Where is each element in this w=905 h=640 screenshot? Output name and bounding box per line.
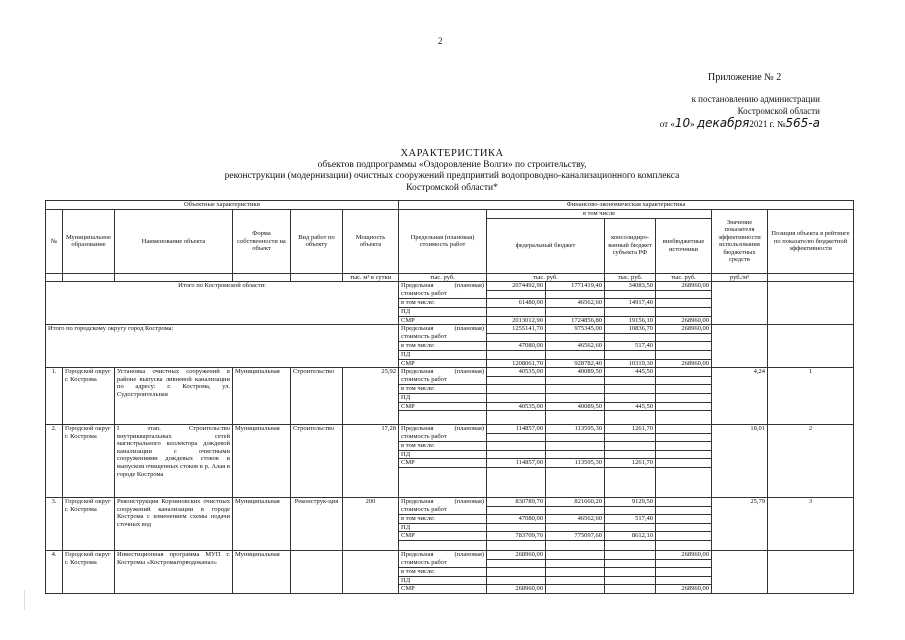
object-municipality: Городской округ г. Кострома — [63, 368, 115, 425]
incl-label: в том числе: — [399, 299, 487, 308]
object-smr-federal: 40089,50 — [546, 402, 605, 411]
object-cost: 830789,70 — [487, 498, 546, 507]
header-planned-cost: Предельная (плановая) стоимость работ — [399, 210, 487, 274]
total-city-pd-regional: 517,40 — [605, 342, 656, 351]
total-region-smr-federal: 1724856,80 — [546, 316, 605, 325]
object-nonbudget — [656, 368, 712, 377]
object-municipality: Городской округ г. Кострома — [63, 551, 115, 594]
total-region-pd-nonbudget — [656, 299, 712, 308]
object-efficiency: 25,79 — [712, 498, 768, 551]
unit-capacity: тыс. м³ в сутки — [343, 273, 399, 282]
object-nonbudget — [656, 498, 712, 507]
smr-label: СМР — [399, 316, 487, 325]
total-city-pd-nonbudget — [656, 342, 712, 351]
object-regional: 1261,70 — [605, 425, 656, 434]
object-smr-regional: 8612,10 — [605, 532, 656, 541]
object-work-type: Строительство — [291, 425, 343, 498]
cost-label: Предельная (плановая) стоимость работ — [399, 498, 487, 515]
scan-artifact — [24, 590, 25, 610]
title-line-3: реконструкции (модернизации) очистных сооружений предприятий водопроводно-канализационного комплекса — [224, 171, 680, 181]
total-city-smr-regional: 10319,30 — [605, 359, 656, 368]
pd-label: ПД — [399, 450, 487, 459]
object-cost: 268960,00 — [487, 551, 546, 560]
object-no: 4. — [46, 551, 63, 594]
header-municipality: Муниципальное образование — [63, 210, 115, 274]
pd-label: ПД — [399, 393, 487, 402]
object-rank: 3 — [768, 498, 854, 551]
object-smr-federal: 775097,60 — [546, 532, 605, 541]
object-work-type: Реконструк-ция — [291, 498, 343, 551]
decree-from: от « — [659, 119, 675, 129]
header-capacity: Мощность объекта — [343, 210, 399, 274]
table-row — [46, 498, 854, 507]
appendix-label: Приложение № 2 — [708, 72, 782, 83]
pd-label: ПД — [399, 523, 487, 532]
object-ownership: Муниципальная — [233, 368, 291, 425]
object-regional: 445,50 — [605, 368, 656, 377]
cost-label: Предельная (плановая) стоимость работ — [399, 368, 487, 385]
object-ownership: Муниципальная — [233, 551, 291, 594]
object-smr-cost: 114857,00 — [487, 459, 546, 468]
object-efficiency: 4,24 — [712, 368, 768, 425]
object-pd-nonbudget — [656, 515, 712, 524]
total-city-smr-federal: 928782,40 — [546, 359, 605, 368]
object-federal: 821660,20 — [546, 498, 605, 507]
incl-label: в том числе: — [399, 568, 487, 577]
decree-line-2: Костромской области — [737, 106, 820, 116]
total-city-smr-nonbudget: 268960,00 — [656, 359, 712, 368]
object-smr-nonbudget — [656, 402, 712, 411]
object-no: 2. — [46, 425, 63, 498]
header-finance-group: Финансово-экономическая характеристика — [399, 201, 854, 210]
object-federal — [546, 551, 605, 560]
total-city-regional: 10836,70 — [605, 325, 656, 334]
object-capacity: 17,28 — [343, 425, 399, 498]
object-ownership: Муниципальная — [233, 498, 291, 551]
header-object-name: Наименование объекта — [115, 210, 233, 274]
object-municipality: Городской округ г. Кострома — [63, 425, 115, 498]
smr-label: СМР — [399, 459, 487, 468]
table-row — [46, 368, 854, 377]
object-capacity: 200 — [343, 498, 399, 551]
pd-label: ПД — [399, 576, 487, 585]
cost-label: Предельная (плановая) стоимость работ — [399, 325, 487, 342]
decree-year: 2021 г. № — [749, 119, 786, 129]
incl-label: в том числе: — [399, 442, 487, 451]
pd-label: ПД — [399, 350, 487, 359]
incl-label: в том числе: — [399, 342, 487, 351]
incl-label: в том числе: — [399, 515, 487, 524]
decree-date-line — [640, 117, 820, 130]
total-city-nonbudget: 268960,00 — [656, 325, 712, 334]
object-smr-regional: 445,50 — [605, 402, 656, 411]
decree-line-1: к постановлению администрации — [691, 94, 820, 104]
header-object-group: Объектные характеристики — [46, 201, 399, 210]
header-incl: в том числе — [487, 210, 712, 219]
total-region-nonbudget: 268960,00 — [656, 282, 712, 291]
total-city-label: Итого по городскому округу город Кострома: — [46, 325, 399, 368]
object-smr-nonbudget — [656, 532, 712, 541]
object-smr-cost: 268960,00 — [487, 585, 546, 594]
object-no: 3. — [46, 498, 63, 551]
object-smr-cost: 783709,70 — [487, 532, 546, 541]
total-city-smr-cost: 1208061,70 — [487, 359, 546, 368]
object-cost: 114857,00 — [487, 425, 546, 434]
total-region-smr-nonbudget: 268960,00 — [656, 316, 712, 325]
object-work-type: Строительство — [291, 368, 343, 425]
object-efficiency — [712, 551, 768, 594]
object-name: Инвестиционная программа МУП г. Костромы «Костромагорводоканал» — [115, 551, 233, 594]
pd-label: ПД — [399, 307, 487, 316]
unit-rub: тыс. руб. — [656, 273, 712, 282]
smr-label: СМР — [399, 402, 487, 411]
object-nonbudget: 268960,00 — [656, 551, 712, 560]
object-federal: 113595,30 — [546, 425, 605, 434]
unit-rub: тыс. руб. — [399, 273, 487, 282]
object-rank: 1 — [768, 368, 854, 425]
object-name: Установка очистных сооружений в районе выпуска ливневой канализации по адресу: г. Кострома, ул. Судостроительная — [115, 368, 233, 425]
object-rank: 2 — [768, 425, 854, 498]
decree-mid: » — [690, 119, 697, 129]
header-work-type: Вид работ по объекту — [291, 210, 343, 274]
object-municipality: Городской округ г. Кострома — [63, 498, 115, 551]
decree-day: 10 — [674, 116, 691, 130]
object-name: Реконструкция Корзиновских очистных сооружений канализации в городе Кострома с изменением схемы подачи сточных вод — [115, 498, 233, 551]
total-region-smr-cost: 2013012,90 — [487, 316, 546, 325]
object-smr-federal — [546, 585, 605, 594]
header-rank: Позиция объекта в рейтинге по показателю бюджетной эффективности — [768, 210, 854, 274]
total-region-pd-federal: 46562,60 — [546, 299, 605, 308]
page-number: 2 — [438, 36, 443, 46]
header-federal: федеральный бюджет — [487, 218, 605, 273]
smr-label: СМР — [399, 585, 487, 594]
object-smr-cost: 40535,00 — [487, 402, 546, 411]
object-smr-nonbudget — [656, 459, 712, 468]
object-smr-federal: 113595,30 — [546, 459, 605, 468]
object-capacity: 25,92 — [343, 368, 399, 425]
total-region-smr-regional: 19156,10 — [605, 316, 656, 325]
object-smr-nonbudget: 268960,00 — [656, 585, 712, 594]
object-ownership: Муниципальная — [233, 425, 291, 498]
unit-efficiency: руб./м³ — [712, 273, 768, 282]
header-nonbudget: внебюджетные источники — [656, 218, 712, 273]
object-regional: 9129,50 — [605, 498, 656, 507]
object-regional — [605, 551, 656, 560]
cost-label: Предельная (плановая) стоимость работ — [399, 425, 487, 442]
total-region-cost: 2074492,90 — [487, 282, 546, 291]
total-region-pd-cost: 61480,00 — [487, 299, 546, 308]
object-smr-regional — [605, 585, 656, 594]
total-region-federal: 1771419,40 — [546, 282, 605, 291]
total-city-federal: 975345,00 — [546, 325, 605, 334]
object-no: 1. — [46, 368, 63, 425]
object-pd-federal: 46562,60 — [546, 515, 605, 524]
object-cost: 40535,00 — [487, 368, 546, 377]
total-region-label: Итого по Костромской области: — [46, 282, 399, 325]
smr-label: СМР — [399, 532, 487, 541]
incl-label: в том числе: — [399, 385, 487, 394]
total-city-cost: 1255141,70 — [487, 325, 546, 334]
title-main: ХАРАКТЕРИСТИКА — [400, 148, 504, 159]
object-pd-regional: 517,40 — [605, 515, 656, 524]
object-name: I этап. Строительство внутриквартальных сетей магистрального коллектора дождевой канализации с очистными сооружениями дождевых стоков и выпуском очищенных стоков в р. Алая в городе Кострома — [115, 425, 233, 498]
object-efficiency: 18,01 — [712, 425, 768, 498]
object-work-type — [291, 551, 343, 594]
object-smr-regional: 1261,70 — [605, 459, 656, 468]
object-nonbudget — [656, 425, 712, 434]
header-regional: консолидиро-ванный бюджет субъекта РФ — [605, 218, 656, 273]
characteristics-table — [45, 200, 854, 594]
total-region-regional: 34083,50 — [605, 282, 656, 291]
table-row — [46, 551, 854, 560]
total-city-pd-cost: 47080,00 — [487, 342, 546, 351]
total-city-pd-federal: 46562,60 — [546, 342, 605, 351]
table-row — [46, 425, 854, 434]
cost-label: Предельная (плановая) стоимость работ — [399, 551, 487, 568]
unit-rub: тыс. руб. — [487, 273, 605, 282]
decree-month: декабря — [696, 116, 750, 130]
unit-rub: тыс. руб. — [605, 273, 656, 282]
decree-reference — [640, 93, 820, 130]
document-title — [160, 148, 744, 194]
object-pd-cost: 47080,00 — [487, 515, 546, 524]
object-federal: 40089,50 — [546, 368, 605, 377]
cost-label: Предельная (плановая) стоимость работ — [399, 282, 487, 299]
smr-label: СМР — [399, 359, 487, 368]
title-line-2: объектов подпрограммы «Оздоровление Волги» по строительству, — [317, 159, 587, 170]
decree-number: 565-а — [785, 116, 820, 130]
title-line-4: Костромской области* — [406, 182, 498, 193]
header-ownership: Форма собственности на объект — [233, 210, 291, 274]
object-capacity — [343, 551, 399, 594]
object-rank — [768, 551, 854, 594]
header-efficiency: Значение показателя эффективности использования бюджетных средств — [712, 210, 768, 274]
header-no: № — [46, 210, 63, 274]
total-region-pd-regional: 14917,40 — [605, 299, 656, 308]
